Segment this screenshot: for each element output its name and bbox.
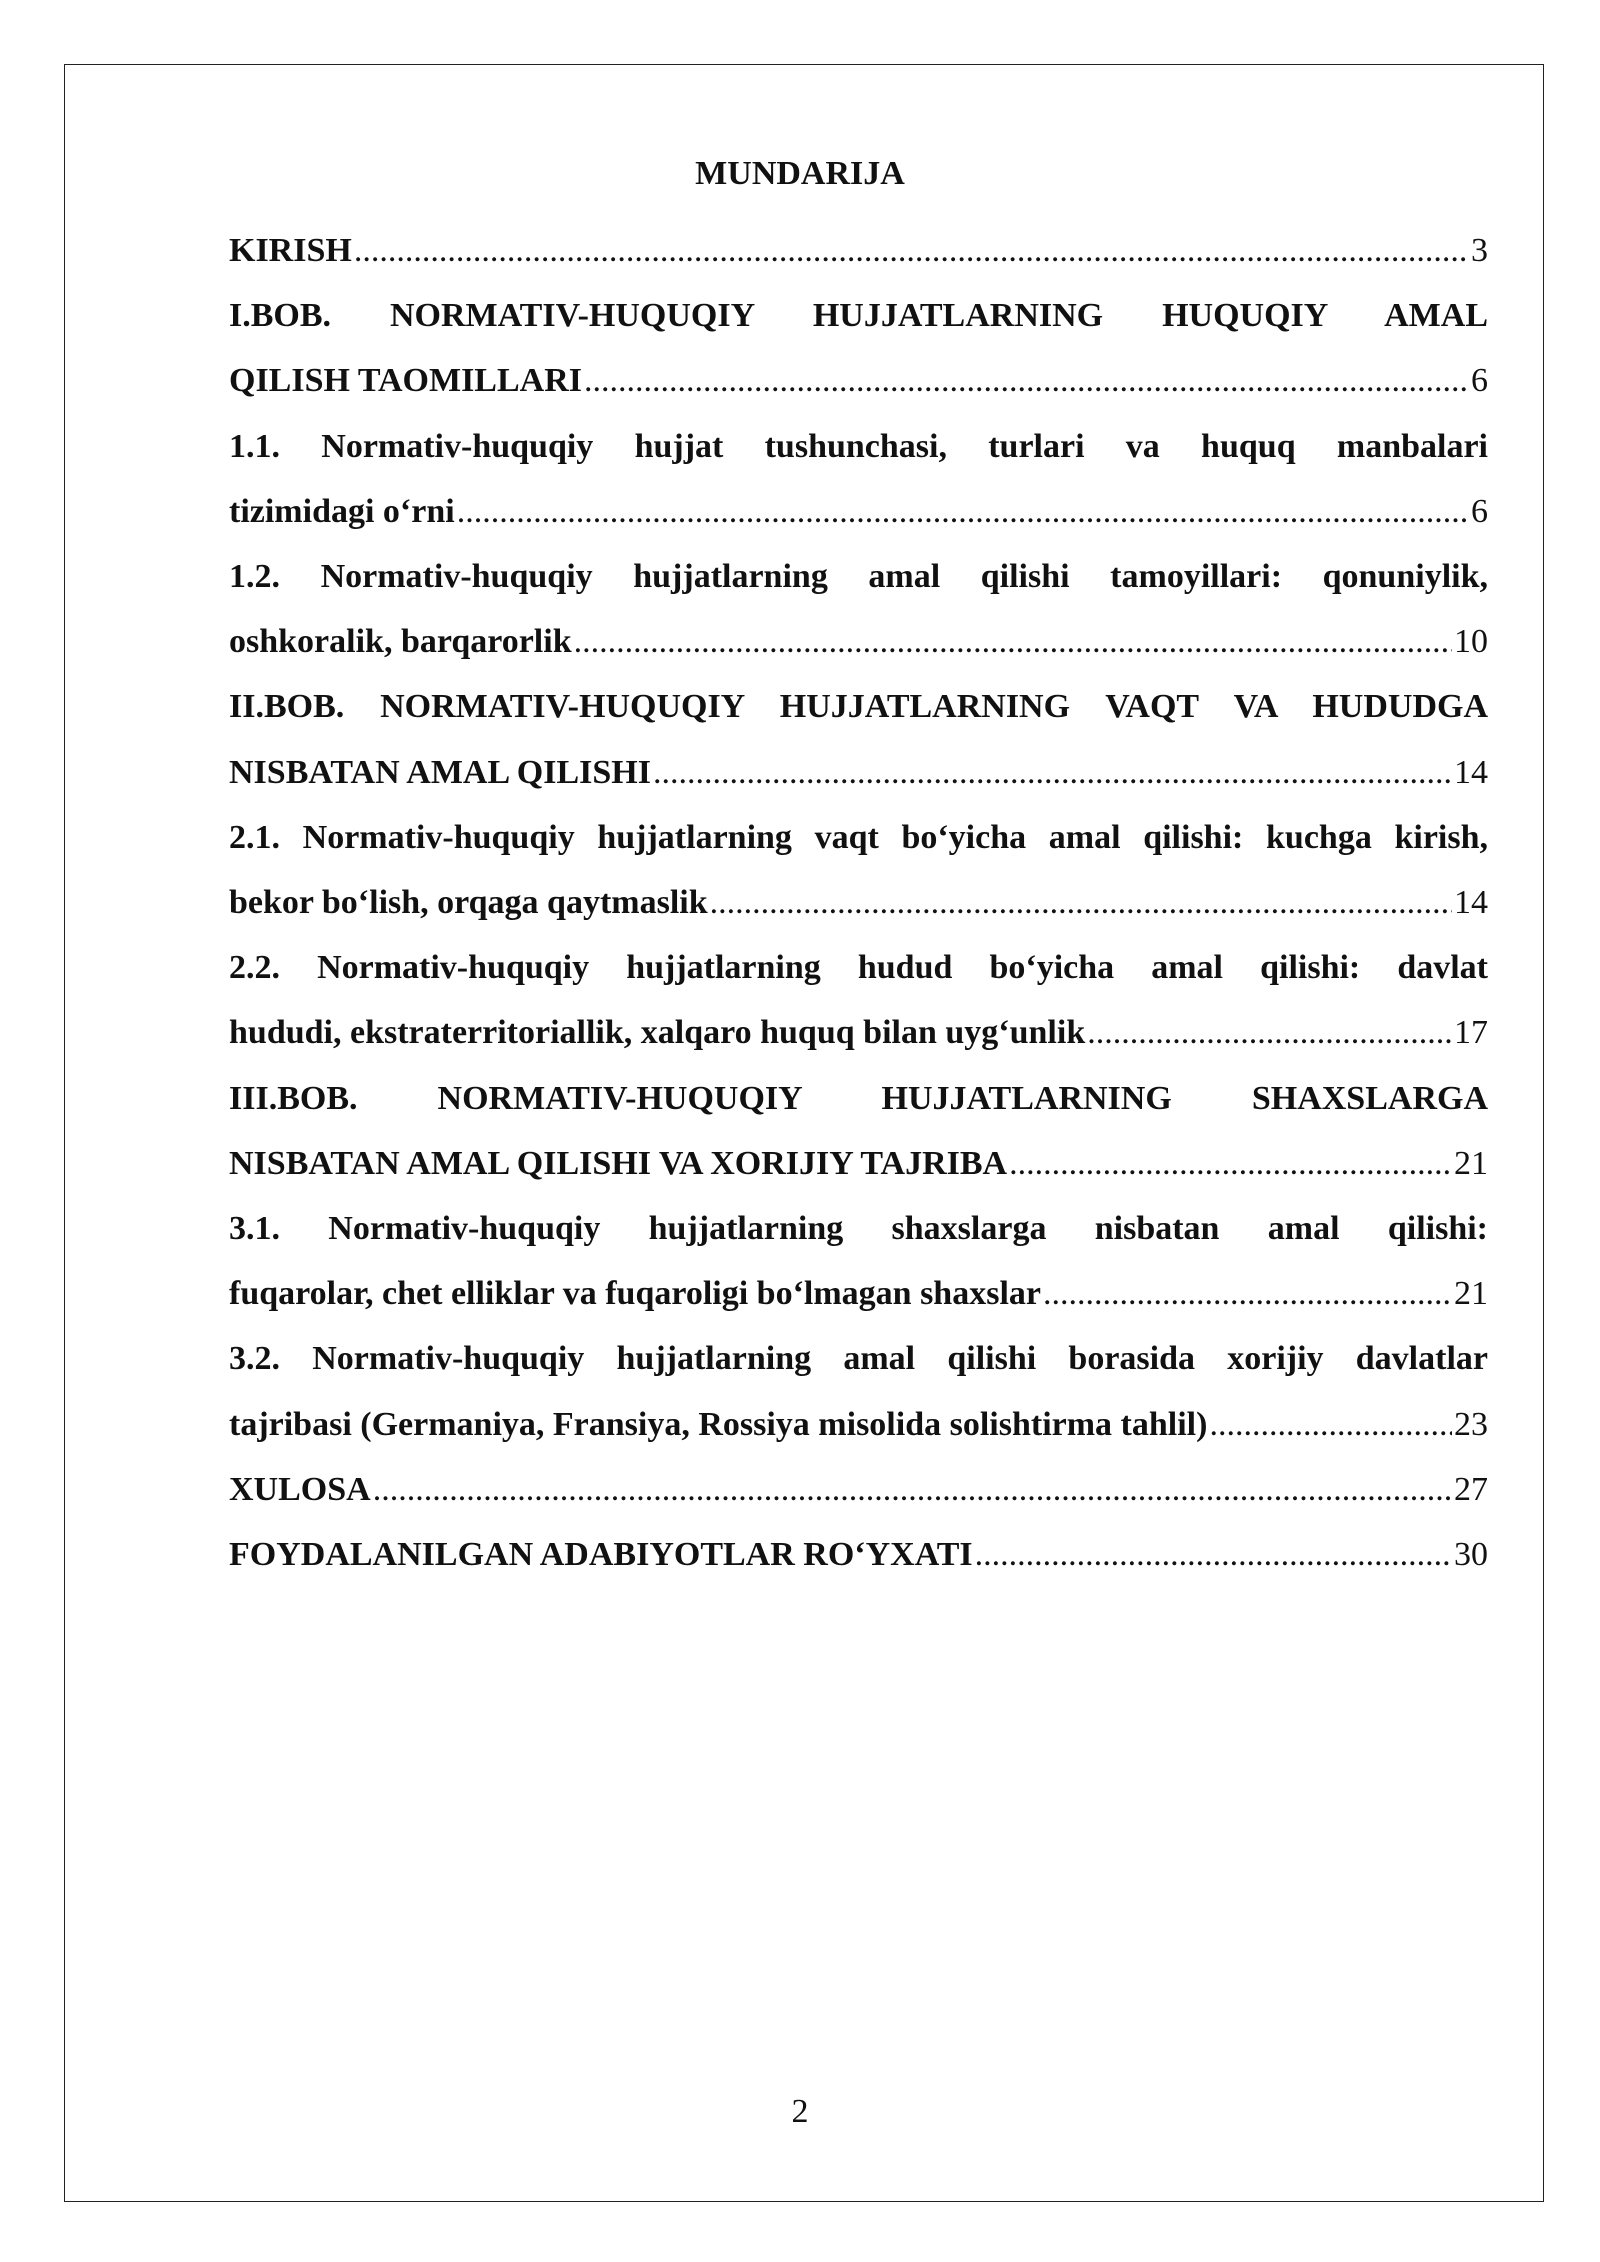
toc-page-number: 10 xyxy=(1454,623,1488,661)
toc-entry-title: FOYDALANILGAN ADABIYOTLAR RO‘YXATI xyxy=(229,1536,973,1574)
toc-page-number: 21 xyxy=(1454,1275,1488,1313)
toc-page-number: 14 xyxy=(1454,753,1488,791)
toc-entry-title: bekor bo‘lish, orqaga qaytmaslik xyxy=(229,884,708,922)
toc-entry-title: fuqarolar, chet elliklar va fuqaroligi bo‘lmagan shaxslar xyxy=(229,1275,1041,1313)
toc-entry-title-line: 1.2. Normativ-huquqiy hujjatlarning amal qilishi tamoyillari: qonuniylik, xyxy=(229,558,1488,596)
toc-entry-leader-line xyxy=(229,1261,1488,1326)
dot-leader xyxy=(574,609,1452,674)
toc-entry-leader-line xyxy=(229,1522,1488,1587)
toc-entry-title-line: 3.2. Normativ-huquqiy hujjatlarning amal qilishi borasida xorijiy davlatlar xyxy=(229,1340,1488,1378)
dot-leader xyxy=(710,870,1452,935)
toc-entry-title-line: 1.1. Normativ-huquqiy hujjat tushunchasi, turlari va huquq manbalari xyxy=(229,427,1488,465)
toc-entry-title-line: III.BOB. NORMATIV-HUQUQIY HUJJATLARNING SHAXSLARGA xyxy=(229,1079,1488,1117)
toc-entry-leader-line xyxy=(229,1392,1488,1457)
toc-entry-leader-line xyxy=(229,479,1488,544)
toc-page-number: 3 xyxy=(1471,232,1488,269)
toc-entry-title-line: 2.2. Normativ-huquqiy hujjatlarning hudud bo‘yicha amal qilishi: davlat xyxy=(229,949,1488,987)
toc-page-number: 6 xyxy=(1471,492,1488,530)
toc-page-number: 23 xyxy=(1454,1405,1488,1443)
toc-entry-leader-line xyxy=(229,1131,1488,1196)
dot-leader xyxy=(373,1457,1452,1522)
toc-entry[interactable] xyxy=(229,283,1488,413)
dot-leader xyxy=(457,479,1469,544)
toc-entry-title: NISBATAN AMAL QILISHI xyxy=(229,753,651,791)
toc-entry[interactable] xyxy=(229,935,1488,1065)
toc-entry-title-line: I.BOB. NORMATIV-HUQUQIY HUJJATLARNING HUQUQIY AMAL xyxy=(229,297,1488,335)
toc-entry-title: oshkoralik, barqarorlik xyxy=(229,623,572,661)
toc-page-number: 27 xyxy=(1454,1470,1488,1508)
dot-leader xyxy=(584,348,1469,413)
toc-entry-title: QILISH TAOMILLARI xyxy=(229,362,582,400)
toc-entry-title: NISBATAN AMAL QILISHI VA XORIJIY TAJRIBA xyxy=(229,1144,1008,1182)
toc-entry[interactable] xyxy=(229,1457,1488,1522)
dot-leader xyxy=(354,218,1469,283)
toc-entry[interactable] xyxy=(229,674,1488,804)
toc-entry-title: XULOSA xyxy=(229,1470,371,1508)
toc-entry[interactable] xyxy=(229,1066,1488,1196)
toc-entry[interactable] xyxy=(229,414,1488,544)
toc-page-number: 21 xyxy=(1454,1144,1488,1182)
toc-entry-leader-line xyxy=(229,609,1488,674)
dot-leader xyxy=(1043,1261,1452,1326)
dot-leader xyxy=(1087,1000,1452,1065)
toc-page-number: 17 xyxy=(1454,1014,1488,1052)
toc-entry-title: tajribasi (Germaniya, Fransiya, Rossiya misolida solishtirma tahlil) xyxy=(229,1405,1208,1443)
toc-entry-title-line: II.BOB. NORMATIV-HUQUQIY HUJJATLARNING VAQT VA HUDUDGA xyxy=(229,688,1488,726)
toc-entry-title-line: 2.1. Normativ-huquqiy hujjatlarning vaqt bo‘yicha amal qilishi: kuchga kirish, xyxy=(229,818,1488,856)
dot-leader xyxy=(1009,1131,1452,1196)
toc-entry-leader-line xyxy=(229,218,1488,283)
toc-entry[interactable] xyxy=(229,1196,1488,1326)
table-of-contents xyxy=(229,218,1488,1587)
dot-leader xyxy=(1209,1392,1452,1457)
toc-heading: MUNDARIJA xyxy=(695,155,905,192)
toc-page-number: 30 xyxy=(1454,1536,1488,1574)
toc-entry[interactable] xyxy=(229,218,1488,283)
toc-entry-leader-line xyxy=(229,348,1488,413)
toc-entry-leader-line xyxy=(229,870,1488,935)
toc-entry-title-line: 3.1. Normativ-huquqiy hujjatlarning shaxslarga nisbatan amal qilishi: xyxy=(229,1210,1488,1248)
toc-entry-leader-line xyxy=(229,1000,1488,1065)
toc-entry[interactable] xyxy=(229,805,1488,935)
toc-entry-leader-line xyxy=(229,740,1488,805)
dot-leader xyxy=(975,1522,1452,1587)
toc-entry[interactable] xyxy=(229,1522,1488,1587)
toc-entry-title: KIRISH xyxy=(229,232,352,269)
toc-page-number: 6 xyxy=(1471,362,1488,400)
toc-entry[interactable] xyxy=(229,1326,1488,1456)
toc-entry[interactable] xyxy=(229,544,1488,674)
toc-page-number: 14 xyxy=(1454,884,1488,922)
page-number: 2 xyxy=(791,2093,809,2130)
toc-entry-title: tizimidagi o‘rni xyxy=(229,492,455,530)
toc-entry-leader-line xyxy=(229,1457,1488,1522)
toc-entry-title: hududi, ekstraterritoriallik, xalqaro huquq bilan uyg‘unlik xyxy=(229,1014,1086,1052)
dot-leader xyxy=(653,740,1452,805)
